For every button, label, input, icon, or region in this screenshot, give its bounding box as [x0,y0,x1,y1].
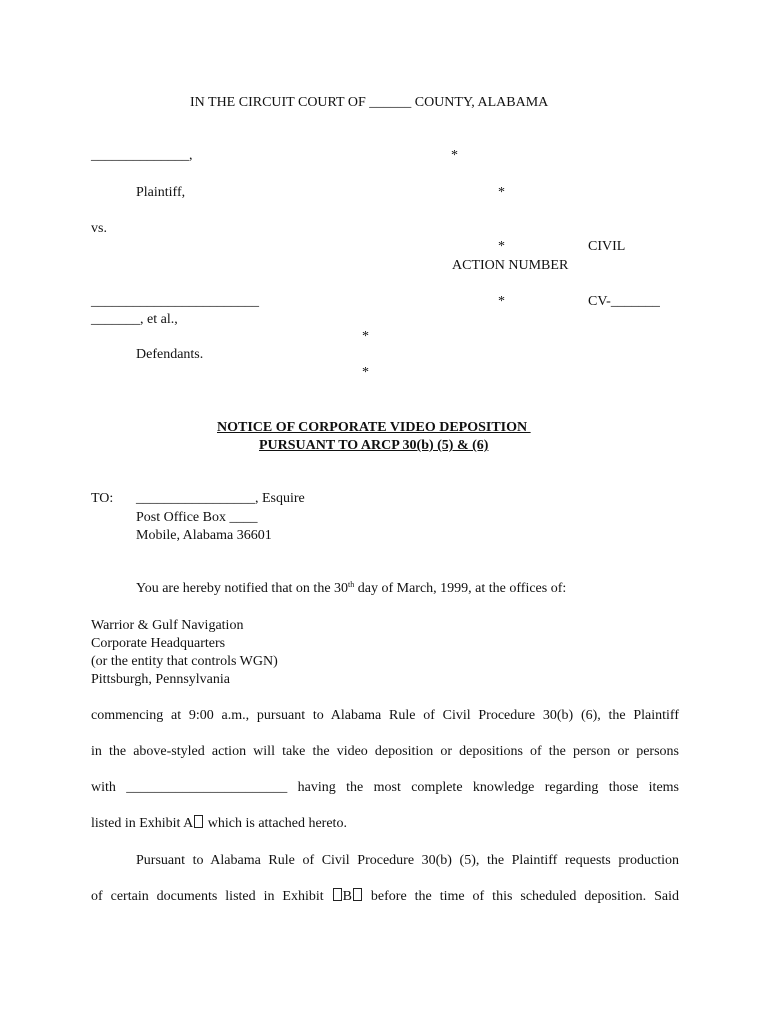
location-line: Corporate Headquarters [91,636,226,651]
defendants-label: Defendants. [136,347,204,362]
notification-text-end: day of March, 1999, at the offices of: [354,581,567,596]
defendant-name-blank: ________________________ [91,294,259,309]
body-line [91,888,679,906]
missing-glyph-box [194,815,203,828]
notice-title-line1: NOTICE OF CORPORATE VIDEO DEPOSITION [217,420,531,435]
plaintiff-label: Plaintiff, [136,185,186,200]
body-line: with _______________________ having the most complete knowledge regarding those items [91,780,679,795]
notification-text: You are hereby notified that on the 30 [136,581,349,596]
notice-title-line2: PURSUANT TO ARCP 30(b) (5) & (6) [259,438,489,453]
court-title: IN THE CIRCUIT COURT OF ______ COUNTY, ALABAMA [190,95,549,110]
body-line [91,815,679,833]
to-label: TO: [91,491,114,506]
body-text: which is attached hereto. [204,816,347,831]
civil-label: CIVIL [588,239,626,254]
recipient-name: _________________, Esquire [136,491,305,506]
caption-asterisk: * [498,185,505,200]
body-text: listed in Exhibit A [91,816,194,831]
recipient-address-line1: Post Office Box ____ [136,510,258,525]
body-line: commencing at 9:00 a.m., pursuant to Alabama Rule of Civil Procedure 30(b) (6), the Plaintiff [91,708,679,723]
caption-asterisk: * [362,365,369,380]
caption-asterisk: * [498,294,505,309]
notification-sentence [136,580,566,598]
action-number-label: ACTION NUMBER [452,258,569,273]
defendant-et-al: _______, et al., [91,312,178,327]
location-line: Pittsburgh, Pennsylvania [91,672,230,687]
plaintiff-name-blank: ______________, [91,148,193,163]
location-line: (or the entity that controls WGN) [91,654,278,669]
ordinal-suffix: th [348,580,355,589]
caption-asterisk: * [362,329,369,344]
caption-asterisk: * [451,148,458,163]
exhibit-letter: B [342,889,352,904]
body-text: of certain documents listed in Exhibit [91,889,332,904]
case-number-blank: CV-_______ [588,294,660,309]
recipient-address-line2: Mobile, Alabama 36601 [136,528,272,543]
body-line: in the above-styled action will take the video deposition or depositions of the person or persons [91,744,679,759]
missing-glyph-box [353,888,362,901]
location-line: Warrior & Gulf Navigation [91,618,244,633]
caption-asterisk: * [498,239,505,254]
missing-glyph-box [333,888,342,901]
body-line: Pursuant to Alabama Rule of Civil Procedure 30(b) (5), the Plaintiff requests production [136,853,679,868]
versus-label: vs. [91,221,107,236]
body-text: before the time of this scheduled deposition. Said [362,889,680,904]
